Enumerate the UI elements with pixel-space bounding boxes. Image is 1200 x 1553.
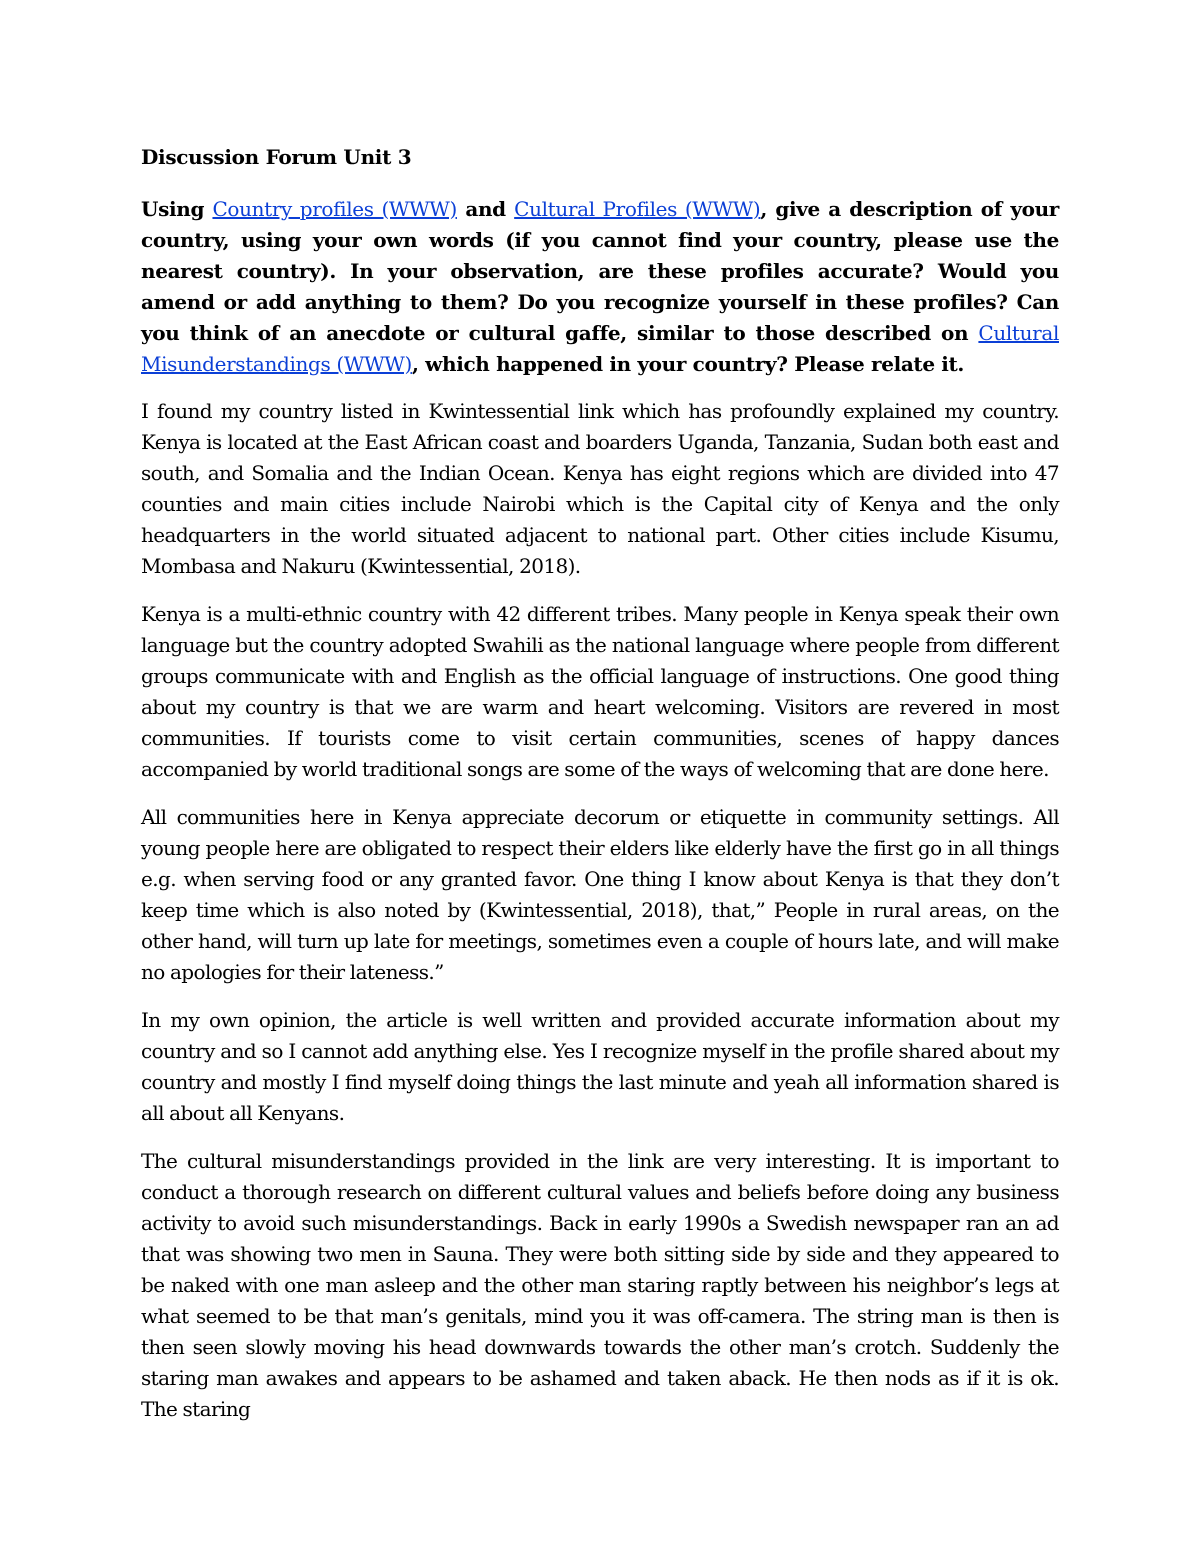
paragraph-opinion: In my own opinion, the article is well written and provided accurate information about my country and so I cannot add anything else. Yes I recognize myself in the profile shared about my country and mostly I find myself doing things the last minute and yeah all information shared is all about all Kenyans. [141,1008,1059,1125]
prompt-text-1: Using [141,197,213,221]
prompt-text-3: , give a description of your country, using your own words (if you cannot find your country, please use the nearest country). In your observation, are these profiles accurate? Would you amend or add anything to them? Do you recognize yourself in these profiles? Can you think of an anecdote or cultural gaffe, similar to those described on [141,197,1059,345]
document-body [141,143,1059,1442]
paragraph-location: I found my country listed in Kwintessential link which has profoundly explained my country. Kenya is located at the East African coast and boarders Uganda, Tanzania, Sudan both east and south, and Somalia and the Indian Ocean. Kenya has eight regions which are divided into 47 counties and main cities include Nairobi which is the Capital city of Kenya and the only headquarters in the world situated adjacent to national part. Other cities include Kisumu, Mombasa and Nakuru (Kwintessential, 2018). [141,399,1059,578]
country-profiles-link[interactable]: Country profiles (WWW) [212,197,457,221]
cultural-misunderstandings-link[interactable]: Cultural Misunderstandings (WWW) [141,321,1059,376]
paragraph-misunderstandings: The cultural misunderstandings provided in the link are very interesting. It is important to conduct a thorough research on different cultural values and beliefs before doing any business activity to avoid such misunderstandings. Back in early 1990s a Swedish newspaper ran an ad that was showing two men in Sauna. They were both sitting side by side and they appeared to be naked with one man asleep and the other man staring raptly between his neighbor’s legs at what seemed to be that man’s genitals, mind you it was off-camera. The string man is then is then seen slowly moving his head downwards towards the other man’s crotch. Suddenly the staring man awakes and appears to be ashamed and taken aback. He then nods as if it is ok. The staring [141,1149,1059,1421]
discussion-prompt [141,194,1059,380]
prompt-text-2: and [456,197,515,221]
document-title: Discussion Forum Unit 3 [141,145,412,169]
paragraph-tribes: Kenya is a multi-ethnic country with 42 different tribes. Many people in Kenya speak their own language but the country adopted Swahili as the national language where people from different groups communicate with and English as the official language of instructions. One good thing about my country is that we are warm and heart welcoming. Visitors are revered in most communities. If tourists come to visit certain communities, scenes of happy dances accompanied by world traditional songs are some of the ways of welcoming that are done here. [141,602,1059,781]
paragraph-etiquette: All communities here in Kenya appreciate decorum or etiquette in community settings. All young people here are obligated to respect their elders like elderly have the first go in all things e.g. when serving food or any granted favor. One thing I know about Kenya is that they don’t keep time which is also noted by (Kwintessential, 2018), that,” People in rural areas, on the other hand, will turn up late for meetings, sometimes even a couple of hours late, and will make no apologies for their lateness.” [141,805,1059,984]
prompt-text-4: , which happened in your country? Please relate it. [411,352,965,376]
cultural-profiles-link[interactable]: Cultural Profiles (WWW) [514,197,761,221]
